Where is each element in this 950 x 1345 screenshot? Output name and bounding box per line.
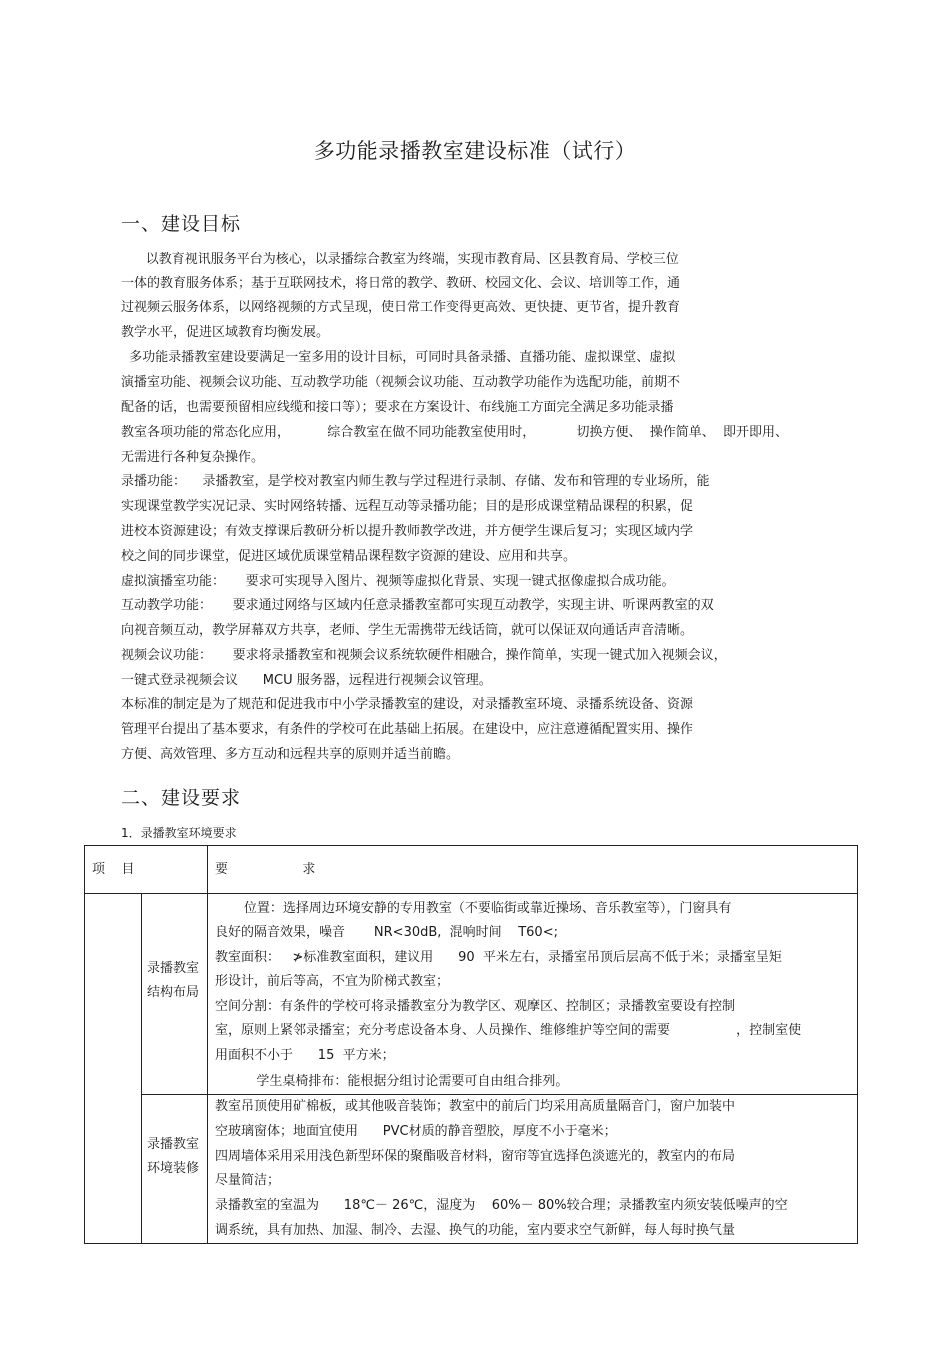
table-cell-line: 四周墙体采用采用浅色新型环保的聚酯吸音材料，窗帘等宜选择色淡遮光的，教室内的布局 — [215, 1149, 736, 1164]
paragraph-line: 教室各项功能的常态化应用， 综合教室在做不同功能教室使用时， 切换方便、 操作简单、 即开即用、 — [121, 425, 789, 440]
paragraph-line: 一键式登录视频会议 MCU 服务器，远程进行视频会议管理。 — [121, 673, 492, 688]
paragraph-line: 教学水平，促进区域教育均衡发展。 — [121, 325, 330, 340]
paragraph-line: 一体的教育服务体系；基于互联网技术，将日常的教学、教研、校园文化、会议、培训等工作，通 — [121, 276, 681, 291]
paragraph-line: 进校本资源建设；有效支撑课后教研分析以提升教师教学改进，并方便学生课后复习；实现区域内学 — [121, 524, 694, 539]
section-heading-requirements: 二、建设要求 — [121, 787, 242, 809]
table-header-requirement: 要 求 — [215, 862, 316, 877]
table-cell-line: 空玻璃窗体；地面宜使用 PVC材质的静音塑胶，厚度不小于毫米； — [215, 1124, 617, 1139]
table-cell-line: 尽量简洁； — [215, 1173, 281, 1188]
paragraph-line: 校之间的同步课堂，促进区域优质课堂精品课程数字资源的建设、应用和共享。 — [121, 549, 577, 564]
paragraph-line: 互动教学功能： 要求通过网络与区域内任意录播教室都可实现互动教学，实现主讲、听课两教室的双 — [121, 598, 714, 613]
paragraph-line: 录播功能： 录播教室，是学校对教室内师生教与学过程进行录制、存储、发布和管理的专业场所，能 — [121, 474, 710, 489]
table-column-divider — [141, 893, 142, 1243]
table-cell-line: 录播教室的室温为 18℃－ 26℃，湿度为 60%－ 80%较合理；录播教室内须安装低噪声的空 — [215, 1198, 788, 1213]
paragraph-line: 配备的话，也需要预留相应线缆和接口等）；要求在方案设计、布线施工方面完全满足多功能录播 — [121, 400, 674, 415]
requirements-table — [84, 845, 858, 1244]
paragraph-line: 方便、高效管理、多方互动和远程共享的原则并适当前瞻。 — [121, 747, 460, 762]
table-cell-line: 空间分割：有条件的学校可将录播教室分为教学区、观摩区、控制区；录播教室要设有控制 — [215, 999, 736, 1014]
table-cell-line: 形设计，前后等高，不宜为阶梯式教室； — [215, 974, 450, 989]
table-column-divider — [207, 846, 208, 1243]
paragraph-line: 视频会议功能： 要求将录播教室和视频会议系统软硬件相融合，操作简单，实现一键式加入视频会议， — [121, 648, 727, 663]
table-cell-line: 调系统，具有加热、加湿、制冷、去湿、换气的功能，室内要求空气新鲜，每人每时换气量 — [215, 1223, 736, 1238]
table-category-structure: 录播教室结构布局 — [147, 961, 200, 1000]
paragraph-line: 多功能录播教室建设要满足一室多用的设计目标，可同时具备录播、直播功能、虚拟课堂、虚拟 — [121, 350, 676, 365]
table-cell-line: 位置：选择周边环境安静的专用教室（不要临街或靠近操场、音乐教室等），门窗具有 — [215, 901, 732, 916]
paragraph-line: 无需进行各种复杂操作。 — [121, 450, 265, 465]
table-cell-line: 室，原则上紧邻录播室；充分考虑设备本身、人员操作、维修维护等空间的需要 ，控制室使 — [215, 1023, 802, 1038]
table-category-decoration: 录播教室环境装修 — [147, 1137, 200, 1176]
table-row-divider — [85, 893, 857, 894]
paragraph-line: 以教育视讯服务平台为核心，以录播综合教室为终端，实现市教育局、区县教育局、学校三位 — [121, 252, 679, 267]
paragraph-line: 虚拟演播室功能： 要求可实现导入图片、视频等虚拟化背景、实现一键式抠像虚拟合成功能。 — [121, 574, 675, 589]
paragraph-line: 本标准的制定是为了规范和促进我市中小学录播教室的建设，对录播教室环境、录播系统设备、资源 — [121, 697, 694, 712]
document-title: 多功能录播教室建设标准（试行） — [313, 139, 637, 163]
paragraph-line: 过视频云服务体系，以网络视频的方式呈现，使日常工作变得更高效、更快捷、更节省，提升教育 — [121, 300, 681, 315]
section-heading-goals: 一、建设目标 — [121, 213, 242, 235]
table-header-item: 项 目 — [92, 862, 135, 877]
table-cell-line: 良好的隔音效果，噪音 NR<30dB, 混响时间 T60<; — [215, 925, 558, 940]
subsection-heading: 1．录播教室环境要求 — [121, 826, 237, 840]
table-cell-line: 教室面积： ≯标准教室面积，建议用 90 平米左右，录播室吊顶后层高不低于米；录播室呈矩 — [215, 950, 782, 965]
table-cell-line: 用面积不小于 15 平方米； — [215, 1048, 395, 1063]
paragraph-line: 演播室功能、视频会议功能、互动教学功能（视频会议功能、互动教学功能作为选配功能，前期不 — [121, 375, 681, 390]
table-row-divider — [141, 1094, 857, 1095]
paragraph-line: 管理平台提出了基本要求，有条件的学校可在此基础上拓展。在建设中，应注意遵循配置实用、操作 — [121, 722, 694, 737]
paragraph-line: 实现课堂教学实况记录、实时网络转播、远程互动等录播功能；目的是形成课堂精品课程的积累，促 — [121, 499, 694, 514]
paragraph-line: 向视音频互动，教学屏幕双方共享，老师、学生无需携带无线话筒，就可以保证双向通话声音清晰。 — [121, 623, 694, 638]
table-cell-line: 教室吊顶使用矿棉板，或其他吸音装饰；教室中的前后门均采用高质量隔音门，窗户加装中 — [215, 1099, 736, 1114]
table-cell-line: 学生桌椅排布：能根据分组讨论需要可自由组合排列。 — [215, 1074, 569, 1089]
